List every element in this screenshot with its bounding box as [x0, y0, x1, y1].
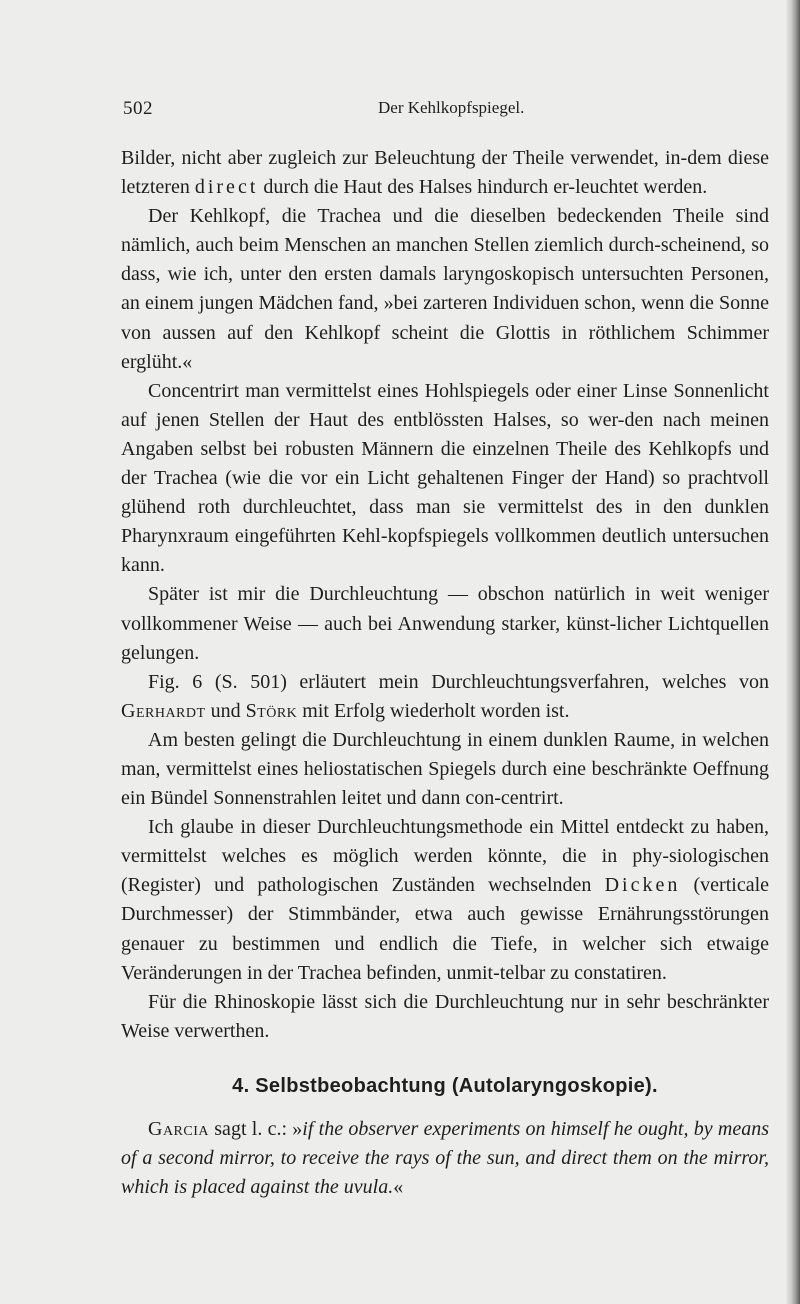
running-title: Der Kehlkopfspiegel.	[378, 98, 525, 117]
author-gerhardt: Gerhardt	[121, 699, 206, 722]
book-spine-shadow	[786, 0, 800, 1304]
quote-closing-mark: «	[393, 1176, 404, 1199]
paragraph-1	[121, 144, 769, 202]
paragraph-7-text-b: (verticale Durchmesser) der Stimmbänder, etwa auch gewisse Ernährungsstörungen genauer zu bestimmen und endlich die Tiefe, in welcher sich etwaige Veränderungen in der Trachea befinden, unmit-telbar zu constatiren.	[121, 874, 770, 984]
paragraph-5-text-a: Fig. 6 (S. 501) erläutert mein Durchleuchtungsverfahren, welches von	[148, 670, 769, 693]
paragraph-7	[121, 813, 769, 988]
english-quote: if the observer experiments on himself he ought, by means of a second mirror, to receive the rays of the sun, and direct them on the mirror, which is placed against the uvula.	[121, 1118, 769, 1199]
author-garcia: Garcia	[148, 1118, 210, 1140]
paragraph-7-text-a: Ich glaube in dieser Durchleuchtungsmethode ein Mittel entdeckt zu haben, vermittelst welches es möglich werden könnte, die in phy-siologischen (Register) und pathologischen Zuständen wechselnden	[121, 816, 769, 897]
paragraph-6: Am besten gelingt die Durchleuchtung in einem dunklen Raume, in welchen man, vermittelst eines heliostatischen Spiegels durch eine beschränkte Oeffnung ein Bündel Sonnenstrahlen leitet und dann con-centrirt.	[121, 728, 769, 810]
emphasis-dicken: Dicken	[604, 874, 681, 897]
paragraph-1-text-b: durch die Haut des Halses hindurch er-leuchtet werden.	[258, 176, 708, 199]
author-stoerk: Störk	[245, 699, 298, 722]
paragraph-2: Der Kehlkopf, die Trachea und die dieselben bedeckenden Theile sind nämlich, auch beim Menschen an manchen Stellen ziemlich durch-scheinend, so dass, wie ich, unter den ersten damals laryngoskopisch untersuchten Personen, an einem jungen Mädchen fand, »bei zarteren Individuen schon, wenn die Sonne von aussen auf den Kehlkopf scheint die Glottis in röthlichem Schimmer erglüht.«	[121, 205, 769, 373]
paragraph-4: Später ist mir die Durchleuchtung — obschon natürlich in weit weniger vollkommener Weise — auch bei Anwendung starker, künst-licher Lichtquellen gelungen.	[121, 583, 769, 664]
paragraph-5-text-b: und	[205, 699, 246, 722]
page-header	[121, 98, 769, 122]
body-text	[121, 144, 769, 1202]
paragraph-5	[121, 668, 769, 726]
paragraph-quote	[121, 1115, 769, 1202]
page-number: 502	[123, 98, 153, 119]
paragraph-1-text-a: Bilder, nicht aber zugleich zur Beleuchtung der Theile verwendet, in-dem diese letzteren	[121, 147, 769, 199]
emphasis-direct: direct	[194, 176, 259, 199]
quote-intro: sagt l. c.: »	[209, 1118, 303, 1140]
paragraph-3: Concentrirt man vermittelst eines Hohlspiegels oder einer Linse Sonnenlicht auf jenen Stellen der Haut des entblössten Halses, so wer-den nach meinen Angaben selbst bei robusten Männern die einzelnen Theile des Kehlkopfs und der Trachea (wie die vor ein Licht gehaltenen Finger der Hand) so prachtvoll glühend roth durchleuchtet, dass man sie vermittelst des in den dunklen Pharynxraum eingeführten Kehl-kopfspiegels vollkommen deutlich untersuchen kann.	[121, 379, 769, 577]
section-heading: 4. Selbstbeobachtung (Autolaryngoskopie).	[232, 1074, 658, 1097]
paragraph-8: Für die Rhinoskopie lässt sich die Durchleuchtung nur in sehr beschränkter Weise verwerthen.	[121, 990, 769, 1042]
paragraph-5-text-c: mit Erfolg wiederholt worden ist.	[297, 699, 570, 722]
